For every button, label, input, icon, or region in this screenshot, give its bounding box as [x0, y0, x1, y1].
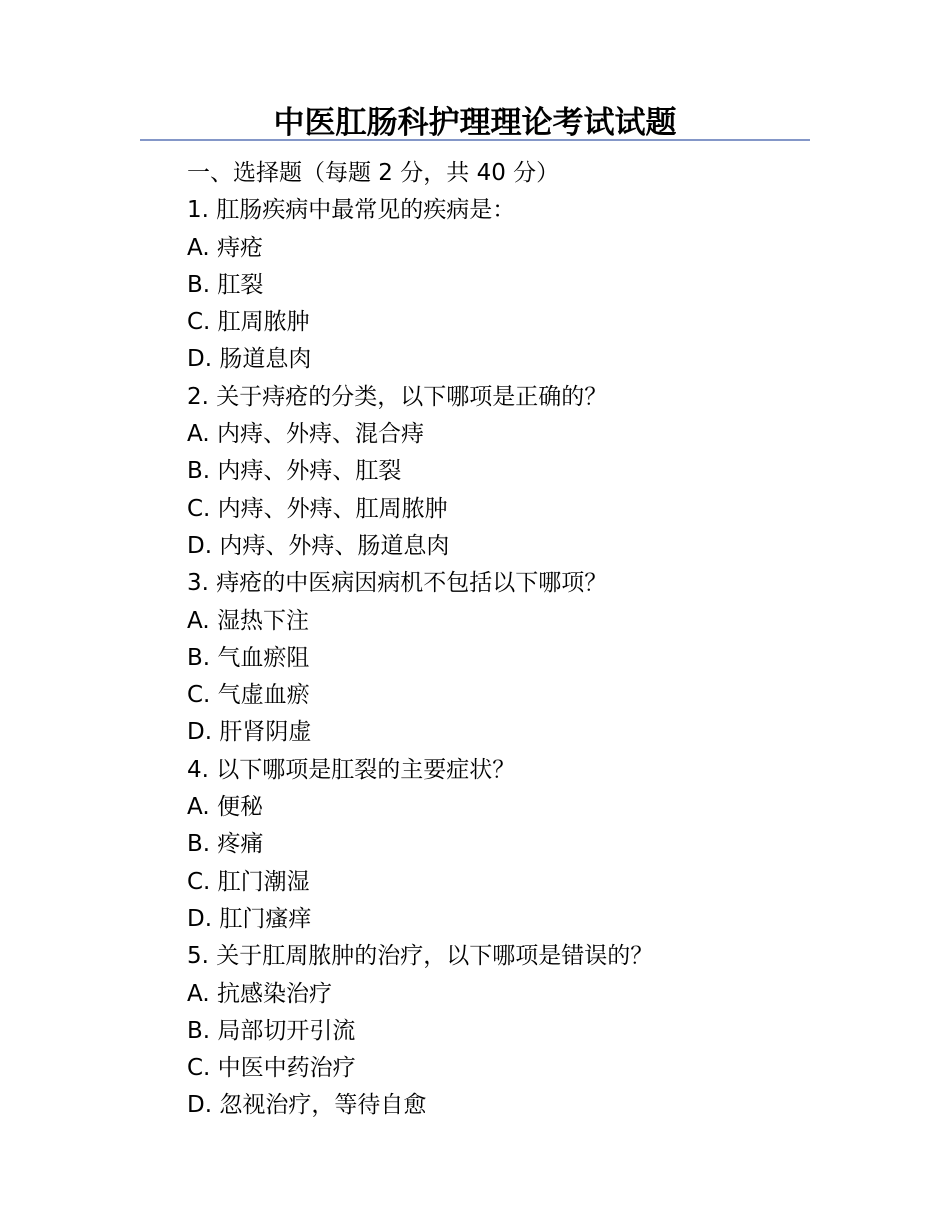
- option-a: A. 痔疮: [187, 234, 263, 261]
- question-1: [187, 192, 827, 378]
- option-b: B. 内痔、外痔、肛裂: [187, 458, 402, 485]
- question-5: [187, 938, 827, 1124]
- option-a: A. 抗感染治疗: [187, 980, 332, 1007]
- option-d: D. 忽视治疗，等待自愈: [187, 1092, 427, 1119]
- title-underline: [140, 139, 810, 141]
- option-b: B. 疼痛: [187, 831, 264, 858]
- question-stem: 3. 痔疮的中医病因病机不包括以下哪项？: [187, 570, 608, 597]
- option-c: C. 肛周脓肿: [187, 309, 310, 336]
- option-d: D. 肛门瘙痒: [187, 905, 312, 932]
- question-stem: 2. 关于痔疮的分类，以下哪项是正确的？: [187, 383, 608, 410]
- option-d: D. 肝肾阴虚: [187, 719, 312, 746]
- question-4: [187, 752, 827, 938]
- question-stem: 4. 以下哪项是肛裂的主要症状？: [187, 756, 516, 783]
- option-a: A. 湿热下注: [187, 607, 309, 634]
- option-c: C. 中医中药治疗: [187, 1055, 356, 1082]
- document-title: 中医肛肠科护理理论考试试题: [273, 105, 677, 141]
- option-a: A. 便秘: [187, 794, 263, 821]
- option-b: B. 肛裂: [187, 271, 264, 298]
- question-3: [187, 565, 827, 751]
- option-c: C. 内痔、外痔、肛周脓肿: [187, 495, 448, 522]
- option-b: B. 局部切开引流: [187, 1017, 356, 1044]
- option-b: B. 气血瘀阻: [187, 644, 310, 671]
- question-stem: 5. 关于肛周脓肿的治疗，以下哪项是错误的？: [187, 943, 654, 970]
- question-stem: 1. 肛肠疾病中最常见的疾病是：: [187, 197, 516, 224]
- section-heading: 一、选择题（每题 2 分，共 40 分）: [187, 160, 560, 186]
- option-a: A. 内痔、外痔、混合痔: [187, 421, 424, 448]
- option-c: C. 肛门潮湿: [187, 868, 310, 895]
- option-d: D. 内痔、外痔、肠道息肉: [187, 532, 450, 559]
- document-body: [187, 155, 827, 1125]
- option-c: C. 气虚血瘀: [187, 682, 310, 709]
- option-d: D. 肠道息肉: [187, 346, 312, 373]
- question-2: [187, 379, 827, 565]
